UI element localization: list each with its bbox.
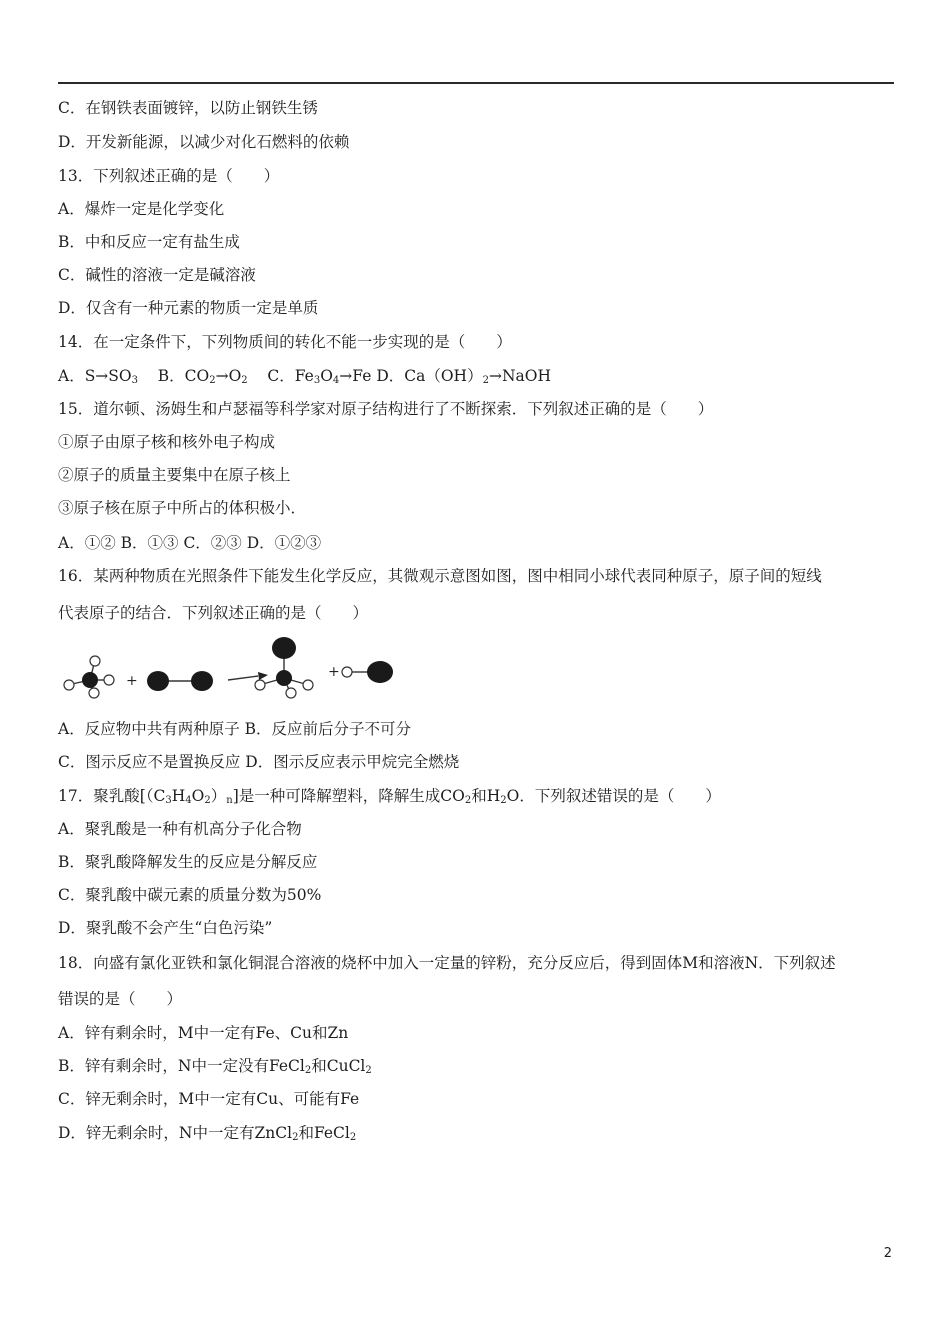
q14-option-c: C．$Fe_3O_4\to Fe$ bbox=[267, 367, 372, 386]
q15-item-2: ②原子的质量主要集中在原子核上 bbox=[58, 466, 291, 484]
q18-option-c: C．锌无剩余时，M中一定有Cu、可能有Fe bbox=[58, 1090, 360, 1108]
reaction-arrowhead bbox=[258, 672, 268, 680]
q13-stem: 13．下列叙述正确的是（ ） bbox=[58, 167, 280, 185]
hydrogen-atom bbox=[89, 688, 99, 698]
hydrogen-atom bbox=[342, 667, 352, 677]
q17-option-d: D．聚乳酸不会产生“白色污染” bbox=[58, 919, 273, 937]
q17-option-b: B．聚乳酸降解发生的反应是分解反应 bbox=[58, 853, 318, 871]
q13-option-d: D．仅含有一种元素的物质一定是单质 bbox=[58, 299, 319, 317]
q15-item-3: ③原子核在原子中所占的体积极小． bbox=[58, 499, 307, 517]
q13-option-c: C．碱性的溶液一定是碱溶液 bbox=[58, 266, 256, 284]
q18-option-a: A．锌有剩余时，M中一定有Fe、Cu和Zn bbox=[58, 1024, 349, 1042]
q12-option-c: C．在钢铁表面镀锌，以防止钢铁生锈 bbox=[58, 99, 318, 117]
plus-sign-2: + bbox=[328, 664, 340, 680]
q15-stem: 15．道尔顿、汤姆生和卢瑟福等科学家对原子结构进行了不断探索．下列叙述正确的是（ ） bbox=[58, 400, 714, 418]
q14-option-a: A．$S\to SO_3$ bbox=[58, 367, 139, 386]
reaction-arrow bbox=[228, 676, 258, 680]
q15-options: A．①② B．①③ C．②③ D．①②③ bbox=[58, 534, 322, 552]
chlorine-atom bbox=[191, 671, 213, 691]
q16-stem-line-1: 16．某两种物质在光照条件下能发生化学反应，其微观示意图如图，图中相同小球代表同种原子，原子间的短线 bbox=[58, 567, 822, 585]
chlorine-atom bbox=[147, 671, 169, 691]
q18-stem-line-1: 18．向盛有氯化亚铁和氯化铜混合溶液的烧杯中加入一定量的锌粉，充分反应后，得到固体M和溶液N．下列叙述 bbox=[58, 954, 836, 972]
q17-option-c: C．聚乳酸中碳元素的质量分数为50% bbox=[58, 886, 322, 904]
q17-stem: 17．聚乳酸$[(C_3H_4O_2)_n]$是一种可降解塑料，降解生成$CO_2$和$H_2O$．下列叙述错误的是（ ） bbox=[58, 787, 721, 806]
q16-stem-line-2: 代表原子的结合．下列叙述正确的是（ ） bbox=[58, 604, 369, 622]
q14-option-b: B．$CO_2\to O_2$ bbox=[157, 367, 248, 386]
q18-stem-line-2: 错误的是（ ） bbox=[58, 990, 183, 1008]
hydrogen-atom bbox=[90, 656, 100, 666]
chlorine-atom bbox=[367, 661, 393, 683]
q17-option-a: A．聚乳酸是一种有机高分子化合物 bbox=[58, 820, 302, 838]
carbon-atom bbox=[82, 672, 98, 688]
hydrogen-atom bbox=[104, 675, 114, 685]
q18-option-d: D．锌无剩余时，N中一定有ZnCl$_2$和FeCl$_2$ bbox=[58, 1124, 357, 1143]
hydrogen-atom bbox=[255, 680, 265, 690]
q14-stem: 14．在一定条件下，下列物质间的转化不能一步实现的是（ ） bbox=[58, 333, 512, 351]
q16-options-ab: A．反应物中共有两种原子 B．反应前后分子不可分 bbox=[58, 720, 412, 738]
q13-option-a: A．爆炸一定是化学变化 bbox=[58, 200, 225, 218]
header-rule bbox=[58, 82, 894, 84]
hydrogen-atom bbox=[303, 680, 313, 690]
hydrogen-atom bbox=[64, 680, 74, 690]
hydrogen-atom bbox=[286, 688, 296, 698]
chlorine-atom bbox=[272, 637, 296, 659]
q13-option-b: B．中和反应一定有盐生成 bbox=[58, 233, 240, 251]
page-number: 2 bbox=[883, 1246, 892, 1261]
q14-option-d: D．$Ca(OH)_2\to NaOH$ bbox=[376, 367, 551, 386]
carbon-atom bbox=[276, 670, 292, 686]
q12-option-d: D．开发新能源，以减少对化石燃料的依赖 bbox=[58, 133, 350, 151]
plus-sign-1: + bbox=[126, 673, 138, 689]
reaction-diagram bbox=[58, 634, 418, 700]
q16-options-cd: C．图示反应不是置换反应 D．图示反应表示甲烷完全燃烧 bbox=[58, 753, 460, 771]
q14-options bbox=[58, 366, 551, 386]
q15-item-1: ①原子由原子核和核外电子构成 bbox=[58, 433, 276, 451]
q18-option-b: B．锌有剩余时，N中一定没有FeCl$_2$和CuCl$_2$ bbox=[58, 1057, 372, 1076]
